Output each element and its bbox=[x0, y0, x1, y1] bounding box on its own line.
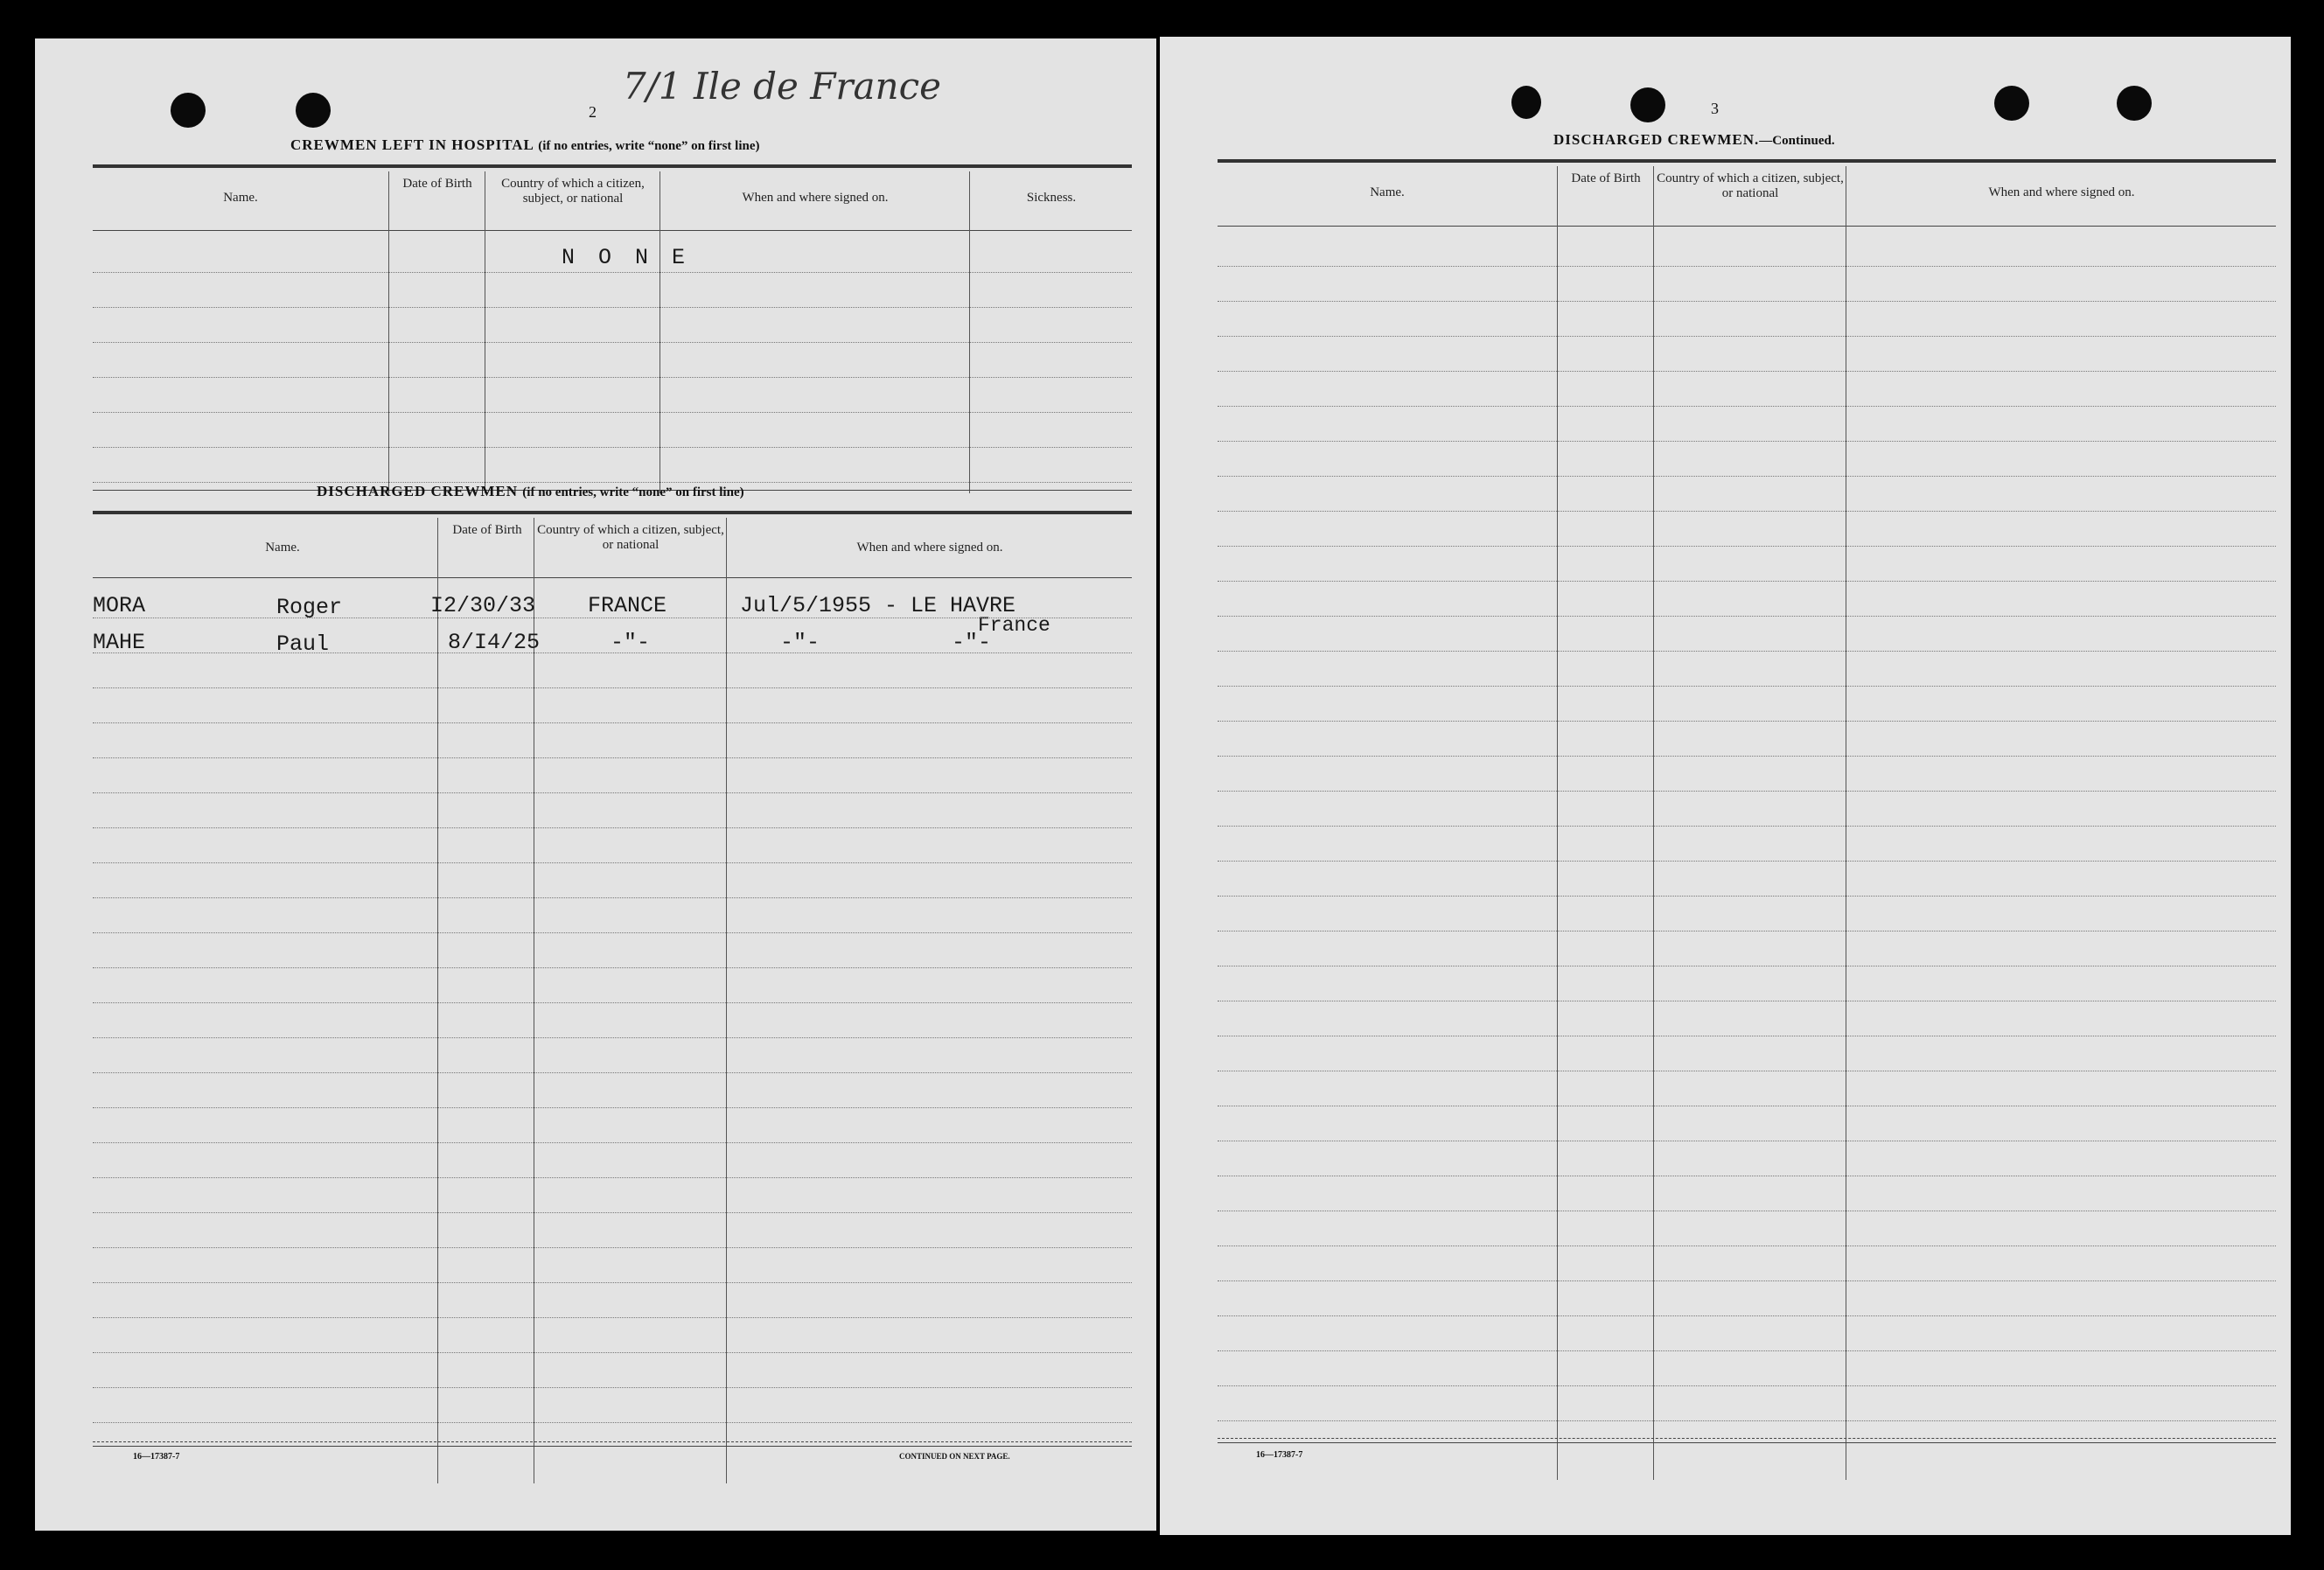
crew-given-name: Roger bbox=[276, 595, 343, 620]
entry-line bbox=[93, 1422, 1132, 1423]
handwritten-note: 7/1 Ile de France bbox=[623, 65, 941, 108]
form-number: 16—17387-7 bbox=[133, 1452, 180, 1462]
crew-dob: 8/I4/25 bbox=[448, 630, 541, 655]
punch-hole-icon bbox=[2117, 86, 2152, 121]
entry-line bbox=[93, 412, 1132, 413]
crew-given-name: Paul bbox=[276, 631, 330, 657]
entry-line bbox=[93, 1177, 1132, 1178]
entry-line bbox=[1218, 861, 2276, 862]
entry-line bbox=[93, 272, 1132, 273]
col-country-header: Country of which a citizen, subject, or national bbox=[1657, 171, 1844, 200]
entry-line bbox=[1218, 1280, 2276, 1281]
left-page bbox=[35, 38, 1156, 1531]
entry-line bbox=[93, 687, 1132, 688]
entry-line bbox=[1218, 896, 2276, 897]
entry-line bbox=[1218, 931, 2276, 932]
entry-line bbox=[93, 1142, 1132, 1143]
entry-line bbox=[1218, 266, 2276, 267]
entry-line bbox=[93, 1002, 1132, 1003]
crew-country: -"- bbox=[611, 630, 651, 655]
table-top-rule bbox=[93, 164, 1132, 168]
entry-line bbox=[93, 1247, 1132, 1248]
entry-line bbox=[1218, 791, 2276, 792]
header-rule bbox=[1218, 226, 2276, 227]
entry-line bbox=[1218, 721, 2276, 722]
entry-line bbox=[1218, 756, 2276, 757]
crew-signed-on-note: France bbox=[978, 614, 1050, 637]
column-divider bbox=[1557, 166, 1558, 1480]
punch-hole-icon bbox=[1994, 86, 2029, 121]
entry-line bbox=[93, 1072, 1132, 1073]
entry-line bbox=[93, 1212, 1132, 1213]
col-country-header: Country of which a citizen, subject, or national bbox=[537, 523, 724, 552]
crew-signed-on-place: -"- bbox=[952, 630, 992, 655]
header-rule bbox=[93, 230, 1132, 231]
col-dob-header: Date of Birth bbox=[402, 177, 472, 191]
table-top-rule bbox=[1218, 159, 2276, 163]
entry-line bbox=[93, 827, 1132, 828]
entry-line bbox=[93, 1317, 1132, 1318]
entry-line bbox=[1218, 1315, 2276, 1316]
entry-line bbox=[93, 307, 1132, 308]
entry-line bbox=[1218, 1420, 2276, 1421]
col-signed-header: When and where signed on. bbox=[1988, 185, 2135, 199]
entry-line bbox=[93, 932, 1132, 933]
entry-line bbox=[93, 1037, 1132, 1038]
header-rule bbox=[93, 577, 1132, 578]
punch-hole-icon bbox=[296, 93, 331, 128]
column-divider bbox=[969, 171, 970, 493]
crew-country: FRANCE bbox=[588, 593, 667, 618]
hospital-title: CREWMEN LEFT IN HOSPITAL (if no entries, write “none” on first line) bbox=[290, 136, 760, 153]
bottom-rule bbox=[1218, 1442, 2276, 1443]
col-signed-header: When and where signed on. bbox=[742, 191, 889, 205]
crew-surname: MAHE bbox=[93, 630, 146, 655]
entry-line bbox=[93, 652, 1132, 653]
bottom-dashed-rule bbox=[93, 1441, 1132, 1442]
col-dob-header: Date of Birth bbox=[1571, 171, 1641, 185]
col-name-header: Name. bbox=[1370, 185, 1405, 199]
entry-line bbox=[1218, 826, 2276, 827]
entry-line bbox=[1218, 651, 2276, 652]
hospital-none-entry: N O N E bbox=[562, 245, 691, 270]
entry-line bbox=[1218, 406, 2276, 407]
entry-line bbox=[1218, 371, 2276, 372]
column-divider bbox=[1653, 166, 1654, 1480]
punch-hole-icon bbox=[1511, 86, 1541, 119]
table-top-rule bbox=[93, 511, 1132, 514]
entry-line bbox=[93, 342, 1132, 343]
column-divider bbox=[437, 518, 438, 1483]
entry-line bbox=[1218, 1350, 2276, 1351]
punch-hole-icon bbox=[1630, 87, 1665, 122]
page-number: 3 bbox=[1711, 100, 1719, 117]
column-divider bbox=[726, 518, 727, 1483]
page-number: 2 bbox=[589, 103, 597, 121]
entry-line bbox=[93, 1352, 1132, 1353]
entry-line bbox=[1218, 616, 2276, 617]
entry-line bbox=[93, 862, 1132, 863]
crew-dob: I2/30/33 bbox=[430, 593, 536, 618]
entry-line bbox=[93, 1107, 1132, 1108]
entry-line bbox=[93, 757, 1132, 758]
right-page bbox=[1160, 37, 2291, 1535]
entry-line bbox=[93, 447, 1132, 448]
column-divider bbox=[388, 171, 389, 493]
entry-line bbox=[1218, 441, 2276, 442]
crew-signed-on: Jul/5/1955 - LE HAVRE bbox=[740, 593, 1016, 618]
entry-line bbox=[93, 1282, 1132, 1283]
bottom-rule bbox=[93, 1446, 1132, 1447]
punch-hole-icon bbox=[171, 93, 206, 128]
discharged-title: DISCHARGED CREWMEN (if no entries, write “none” on first line) bbox=[317, 483, 744, 499]
crew-signed-on: -"- bbox=[780, 630, 820, 655]
entry-line bbox=[93, 722, 1132, 723]
entry-line bbox=[1218, 686, 2276, 687]
col-dob-header: Date of Birth bbox=[452, 523, 522, 537]
entry-line bbox=[93, 897, 1132, 898]
entry-line bbox=[1218, 336, 2276, 337]
entry-line bbox=[1218, 581, 2276, 582]
form-number: 16—17387-7 bbox=[1256, 1450, 1303, 1460]
bottom-dashed-rule bbox=[1218, 1438, 2276, 1439]
page-title: DISCHARGED CREWMEN.—Continued. bbox=[1553, 131, 1835, 148]
entry-line bbox=[93, 792, 1132, 793]
entry-line bbox=[93, 377, 1132, 378]
col-name-header: Name. bbox=[223, 191, 258, 205]
entry-line bbox=[1218, 1385, 2276, 1386]
entry-line bbox=[1218, 511, 2276, 512]
continued-note: CONTINUED ON NEXT PAGE. bbox=[899, 1452, 1010, 1461]
col-signed-header: When and where signed on. bbox=[856, 541, 1003, 555]
col-name-header: Name. bbox=[265, 541, 300, 555]
entry-line bbox=[1218, 476, 2276, 477]
entry-line bbox=[93, 967, 1132, 968]
col-sickness-header: Sickness. bbox=[1026, 191, 1077, 205]
entry-line bbox=[1218, 546, 2276, 547]
crew-surname: MORA bbox=[93, 593, 146, 618]
entry-line bbox=[93, 1387, 1132, 1388]
entry-line bbox=[1218, 301, 2276, 302]
col-country-header: Country of which a citizen, subject, or national bbox=[501, 177, 645, 206]
